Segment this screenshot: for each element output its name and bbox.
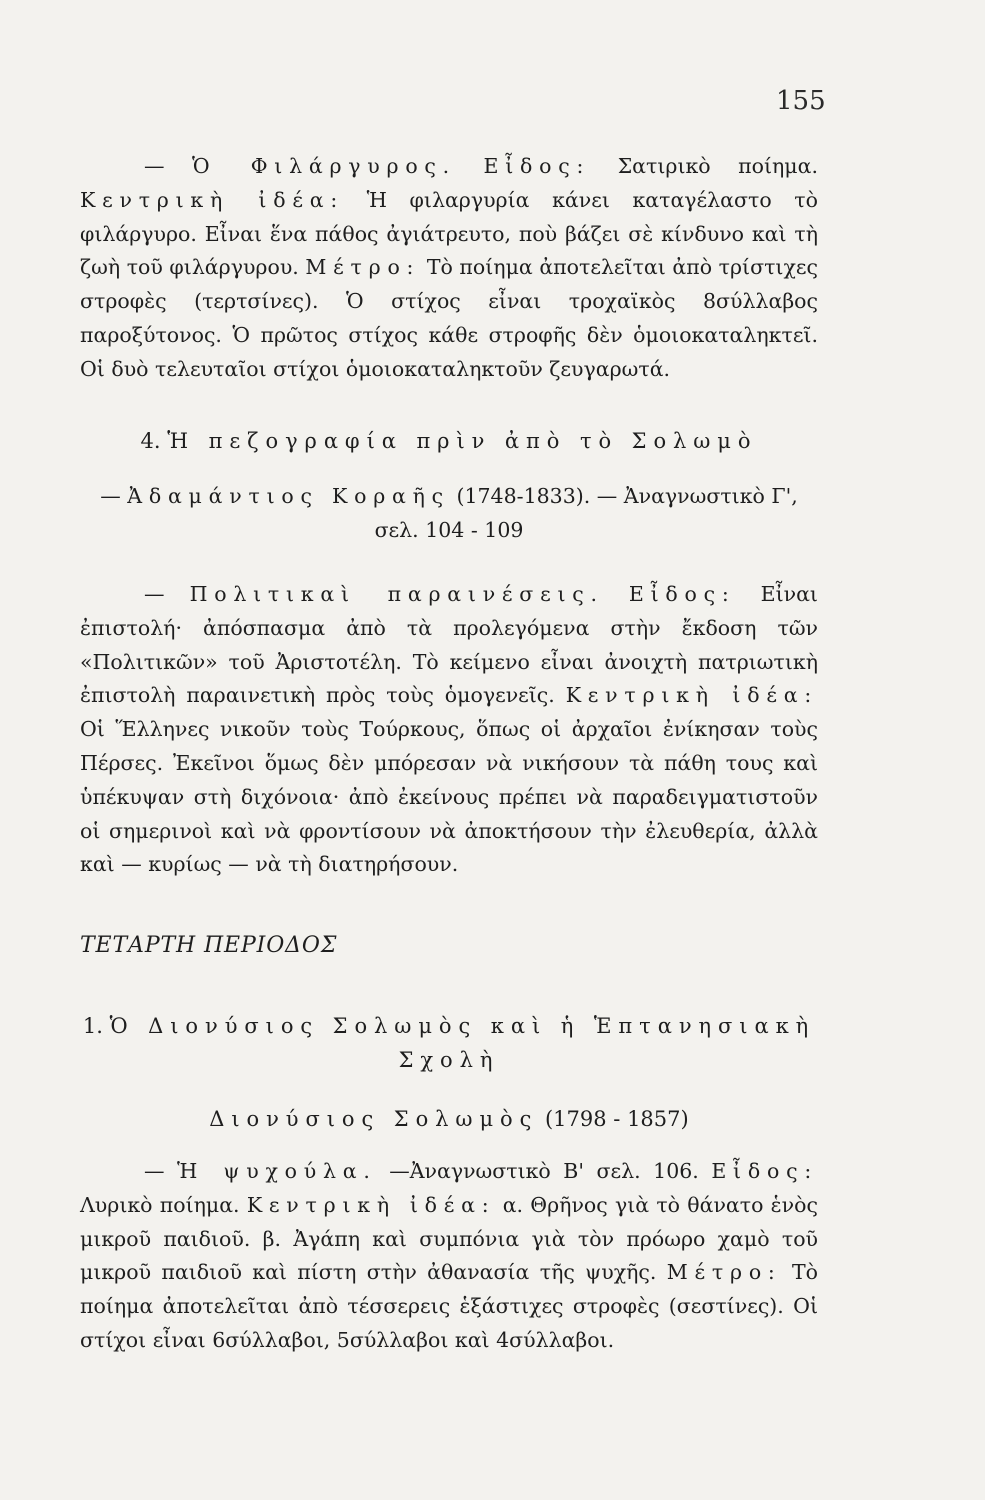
reader-reference: —Ἀναγνωστικὸ Β' σελ. 106. (389, 1159, 699, 1183)
section-number: 1. (82, 1014, 103, 1038)
metro-text: Τὸ ποίημα ἀποτελεῖται ἀπὸ τρίστιχες στροφὲς (τερτσίνες). Ὁ στίχος εἶναι τροχαϊκὸς 8σύλλαβος παροξύτονος. Ὁ πρῶτος στίχος κάθε στροφῆς δὲν ὁμοιοκαταληκτεῖ. Οἱ δυὸ τελευταῖοι στίχοι ὁμοιοκαταληκτοῦν ζευγαρωτά. (80, 255, 818, 381)
reader-reference: — Ἀναγνωστικὸ Γ', σελ. 104 - 109 (374, 484, 798, 542)
metro-text: Τὸ ποίημα ἀποτελεῖται ἀπὸ τέσσερεις ἑξάστιχες στροφὲς (σεστίνες). Οἱ στίχοι εἶναι 6σύλλαβοι, 5σύλλαβοι καὶ 4σύλλαβοι. (80, 1260, 818, 1352)
kentriki-idea-text: Ἡ φιλαργυρία κάνει καταγέλαστο τὸ φιλάργυρο. Εἶναι ἕνα πάθος ἀγιάτρευτο, ποὺ βάζει σὲ κίνδυνο καὶ τὴ ζωὴ τοῦ φιλάργυρου. (80, 187, 818, 280)
section-1-heading (80, 1009, 818, 1077)
page-number: 155 (776, 86, 826, 116)
korais-author-line (80, 480, 818, 548)
work-title: Πολιτικαὶ παραινέσεις. (189, 582, 604, 606)
kentriki-idea-label: Κεντρικὴ ἰδέα: (80, 187, 344, 212)
eidos-label: Εἶδος: (711, 1159, 818, 1183)
metro-label: Μέτρο: (666, 1260, 782, 1285)
section-4-heading (80, 424, 818, 458)
em-dash: — (144, 154, 165, 178)
kentriki-idea-text: α. Θρῆνος γιὰ τὸ θάνατο ἑνὸς μικροῦ παιδιοῦ. β. Ἀγάπη καὶ συμπόνια γιὰ τὸν πρόωρο χαμὸ τοῦ μικροῦ παιδιοῦ καὶ πίστη στὴν ἀθανασία τῆς ψυχῆς. (80, 1192, 818, 1285)
kentriki-idea-label: Κεντρικὴ ἰδέα: (246, 1192, 496, 1217)
kentriki-idea-text: Οἱ Ἕλληνες νικοῦν τοὺς Τούρκους, ὅπως οἱ ἀρχαῖοι ἐνίκησαν τοὺς Πέρσες. Ἐκεῖνοι ὅμως δὲν μπόρεσαν νὰ νικήσουν τὰ πάθη τους καὶ ὑπέκυψαν στὴ διχόνοια· ἀπὸ ἐκείνους πρέπει νὰ παραδειγματιστοῦν οἱ σημερινοὶ καὶ νὰ φροντίσουν νὰ ἀποκτήσουν τὴν ἐλευθερία, ἀλλὰ καὶ — κυρίως — νὰ τὴ διατηρήσουν. (80, 717, 818, 877)
em-dash: — (144, 1159, 165, 1183)
em-dash: — (144, 582, 165, 606)
work-title: Ἡ ψυχούλα. (177, 1159, 377, 1183)
metro-label: Μέτρο: (305, 255, 421, 280)
eidos-text: Εἶναι ἐπιστολή· ἀπόσπασμα ἀπὸ τὰ προλεγόμενα στὴν ἔκδοση τῶν «Πολιτικῶν» τοῦ Ἀριστοτέλη. Τὸ κείμενο εἶναι ἀνοιχτὴ πατριωτικὴ ἐπιστολὴ παραινετικὴ πρὸς τοὺς ὁμογενεῖς. (80, 582, 818, 708)
psychoula-paragraph (80, 1155, 818, 1358)
kentriki-idea-label: Κεντρικὴ ἰδέα: (565, 683, 818, 708)
philargyros-paragraph (80, 150, 818, 387)
em-dash: — (100, 484, 121, 508)
author-dates: (1748-1833). (456, 484, 591, 508)
eidos-text: Σατιρικὸ ποίημα. (617, 154, 818, 178)
section-title-line-2: Σχολὴ (398, 1048, 500, 1072)
period-heading: ΤΕΤΑΡΤΗ ΠΕΡΙΟΔΟΣ (80, 933, 338, 958)
section-title: Ἡ πεζογραφία πρὶν ἀπὸ τὸ Σολωμὸ (167, 429, 758, 453)
eidos-label: Εἶδος: (483, 154, 591, 178)
author-dates: (1798 - 1857) (544, 1107, 689, 1131)
eidos-label: Εἶδος: (628, 582, 736, 606)
eidos-text: Λυρικὸ ποίημα. (80, 1192, 240, 1217)
work-title: Ὁ Φιλάργυρος. (192, 154, 456, 178)
author-name: Διονύσιος Σολωμὸς (209, 1107, 539, 1131)
korais-paragraph (80, 578, 818, 882)
section-title-line-1: Ὁ Διονύσιος Σολωμὸς καὶ ἡ Ἑπτανησιακὴ (109, 1014, 816, 1038)
author-name: Ἀδαμάντιος Κοραῆς (127, 484, 450, 508)
solomos-author-line (80, 1102, 818, 1136)
section-number: 4. (140, 429, 161, 453)
